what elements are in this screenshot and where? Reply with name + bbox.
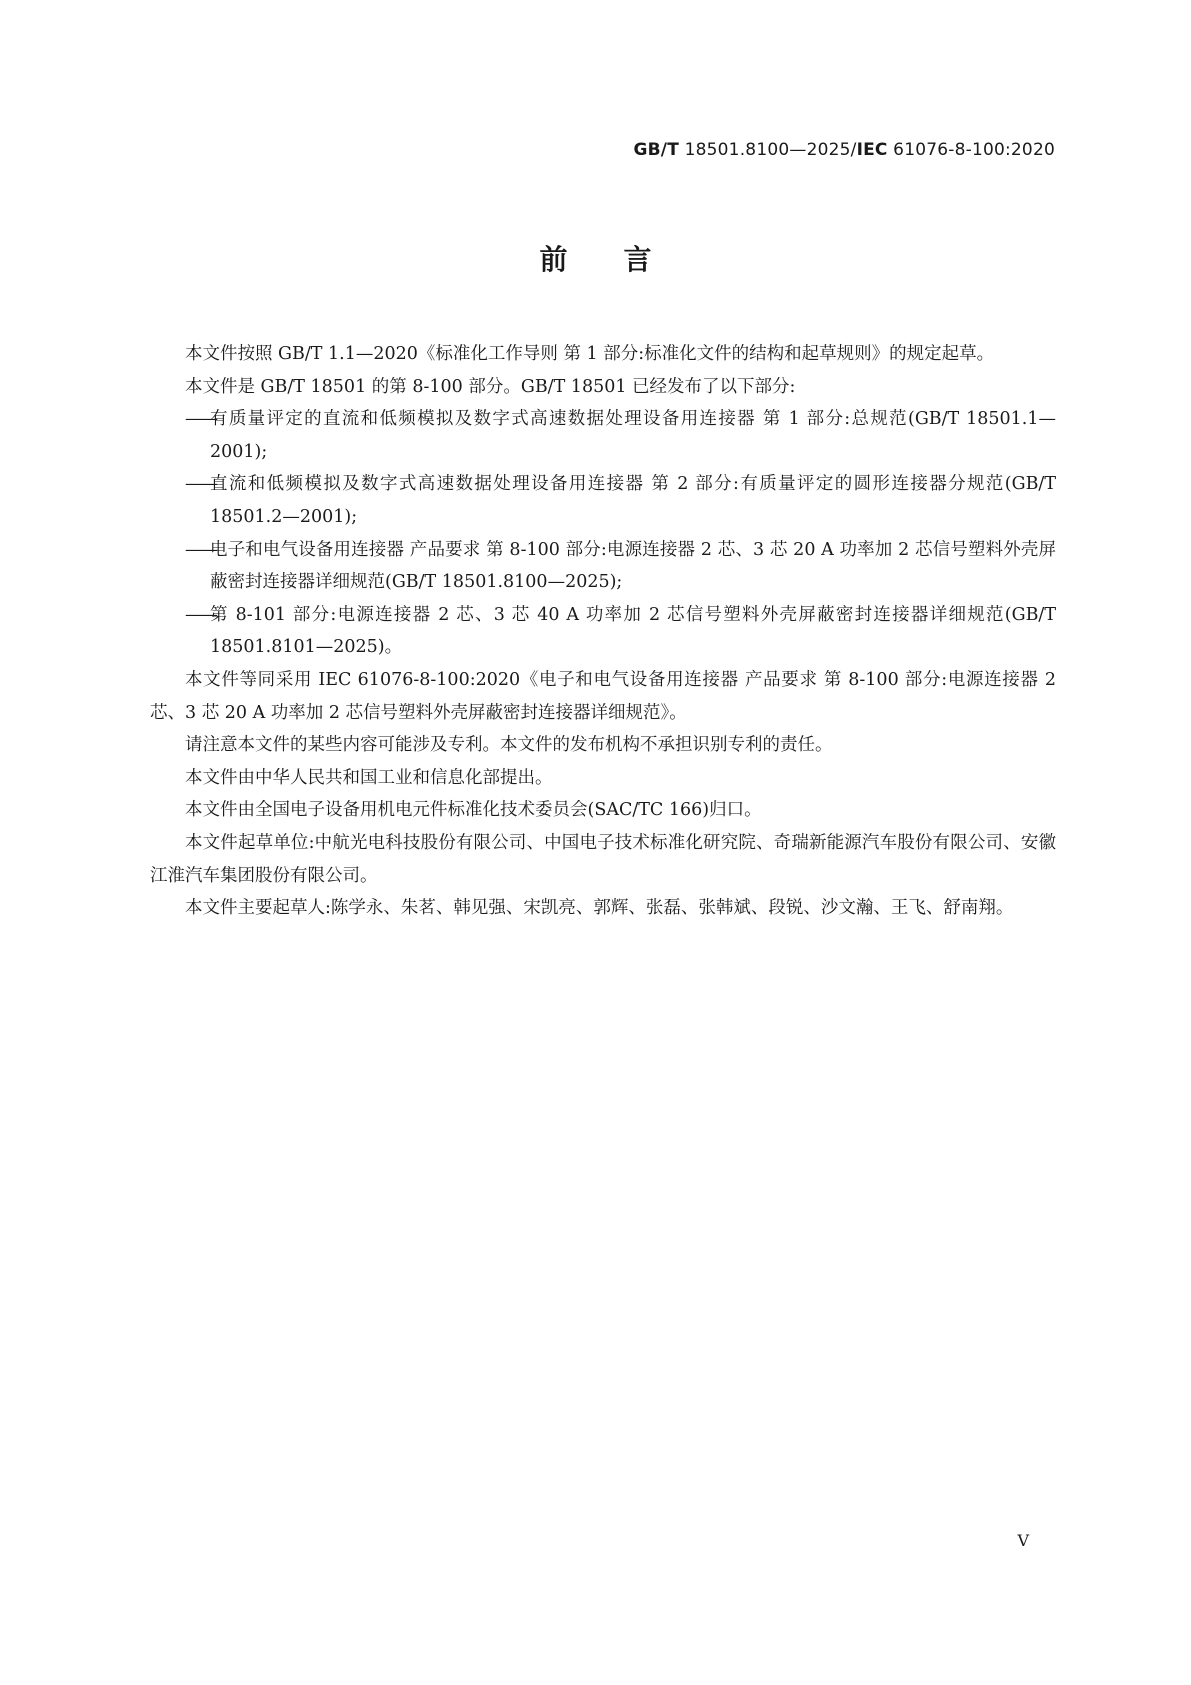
paragraph-series-parts: 本文件是 GB/T 18501 的第 8-100 部分。GB/T 18501 已经发布了以下部分: (185, 376, 796, 397)
paragraph-patent-notice: 请注意本文件的某些内容可能涉及专利。本文件的发布机构不承担识别专利的责任。 (185, 735, 833, 756)
list-dash: —— (185, 409, 216, 430)
paragraph-adoption: 本文件等同采用 IEC 61076-8-100:2020《电子和电气设备用连接器 产品要求 第 8-100 部分:电源连接器 2 芯、3 芯 20 A 功率加 2 芯信号塑料外壳屏蔽密封连接器详细规范》。 (150, 669, 1056, 723)
standard-gb-prefix: GB/T (633, 140, 680, 160)
list-item-text: 直流和低频模拟及数字式高速数据处理设备用连接器 第 2 部分:有质量评定的圆形连接器分规范(GB/T 18501.2—2001); (210, 474, 1056, 527)
paragraph-committee: 本文件由全国电子设备用机电元件标准化技术委员会(SAC/TC 166)归口。 (185, 800, 762, 821)
list-item (150, 403, 1056, 468)
list-item (150, 534, 1056, 599)
list-dash: —— (185, 474, 216, 495)
standard-number-header (633, 140, 1055, 160)
list-item-text: 第 8-101 部分:电源连接器 2 芯、3 芯 40 A 功率加 2 芯信号塑料外壳屏蔽密封连接器详细规范(GB/T 18501.8101—2025)。 (210, 604, 1056, 658)
list-item-text: 电子和电气设备用连接器 产品要求 第 8-100 部分:电源连接器 2 芯、3 芯 20 A 功率加 2 芯信号塑料外壳屏蔽密封连接器详细规范(GB/T 18501.8100—2025); (210, 539, 1056, 593)
paragraph-drafters: 本文件主要起草人:陈学永、朱茗、韩见强、宋凯亮、郭辉、张磊、张韩斌、段锐、沙文瀚、王飞、舒南翔。 (185, 898, 1014, 919)
list-item (150, 599, 1056, 664)
page-title: 前言 (539, 243, 708, 276)
standard-gb-number: 18501.8100—2025/ (679, 140, 857, 160)
standard-iec-number: 61076-8-100:2020 (887, 140, 1055, 160)
standard-iec-prefix: IEC (856, 140, 888, 160)
list-item (150, 468, 1056, 533)
foreword-body (150, 338, 1056, 925)
page-number: V (1017, 1531, 1029, 1550)
list-dash: —— (185, 539, 216, 560)
paragraph-proposer: 本文件由中华人民共和国工业和信息化部提出。 (185, 767, 553, 788)
paragraph-drafting-units: 本文件起草单位:中航光电科技股份有限公司、中国电子技术标准化研究院、奇瑞新能源汽车股份有限公司、安徽江淮汽车集团股份有限公司。 (150, 832, 1056, 886)
paragraph-drafting-rules: 本文件按照 GB/T 1.1—2020《标准化工作导则 第 1 部分:标准化文件的结构和起草规则》的规定起草。 (185, 344, 995, 364)
list-dash: —— (185, 604, 216, 625)
list-item-text: 有质量评定的直流和低频模拟及数字式高速数据处理设备用连接器 第 1 部分:总规范(GB/T 18501.1—2001); (210, 409, 1056, 462)
